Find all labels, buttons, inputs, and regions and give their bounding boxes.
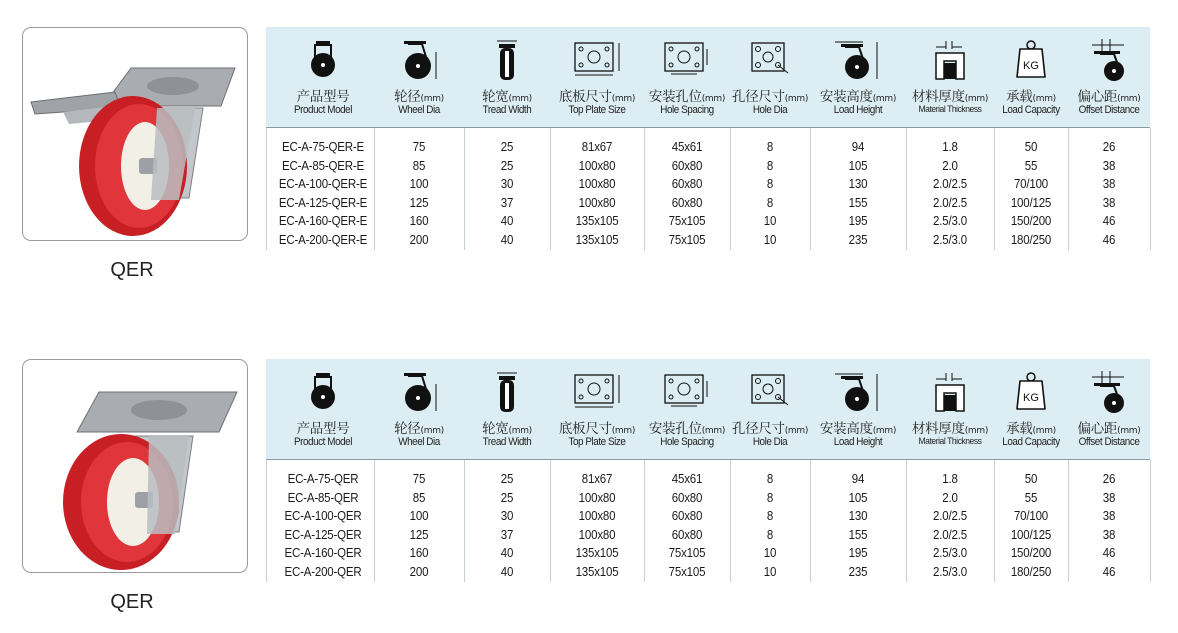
header-en: Product Model [294, 436, 352, 448]
spec-table-header [266, 27, 1150, 128]
header-unit: (mm) [508, 426, 532, 436]
cell-value: 38 [1102, 527, 1116, 542]
cell-value: 38 [1102, 490, 1116, 505]
cell-value: 8 [766, 140, 774, 154]
cell-value: 70/100 [1013, 509, 1049, 523]
header-en: Wheel Dia [398, 436, 440, 448]
header-cn-wrap [464, 85, 550, 105]
cell-value: 25 [500, 490, 514, 505]
header-en: Load Height [833, 104, 883, 116]
product-caption: QER [110, 259, 154, 281]
header-unit: (mm) [1032, 426, 1056, 436]
header-cn: 安装高度 [819, 89, 873, 105]
header-en: Top Plate Size [568, 104, 626, 116]
header-cn: 底板尺寸 [558, 89, 612, 105]
header-unit: (mm) [1032, 94, 1056, 104]
column-hole-dia [730, 470, 810, 581]
cell-value: 75 [412, 472, 426, 486]
cell-value: 8 [766, 490, 774, 505]
cell-value: 160 [409, 546, 429, 560]
header-unit: (mm) [701, 94, 726, 104]
swivel-caster-with-brake-image [23, 28, 247, 240]
header-tread-width [464, 359, 550, 459]
cell-value: 38 [1102, 158, 1116, 173]
cell-value: 200 [409, 564, 429, 579]
cell-value: 135x105 [575, 546, 619, 560]
cell-value: 81x67 [581, 472, 613, 486]
cell-value: 8 [766, 158, 774, 173]
header-offset-distance [1068, 359, 1150, 459]
header-unit: (mm) [611, 426, 636, 436]
cell-value: 75x105 [668, 232, 706, 247]
header-unit: (mm) [872, 94, 897, 104]
cell-value: 46 [1102, 214, 1116, 228]
header-cn: 底板尺寸 [558, 421, 612, 437]
cell-value: 94 [851, 140, 865, 154]
cell-value: 60x80 [671, 490, 703, 505]
header-unit: (mm) [784, 94, 809, 104]
cell-value: 60x80 [671, 527, 703, 542]
header-cn-wrap [810, 417, 906, 437]
cell-value: 135x105 [575, 232, 619, 247]
product-photo-card [22, 27, 248, 241]
cell-value: 60x80 [671, 195, 703, 210]
cell-value: 25 [500, 158, 514, 173]
cell-value: 125 [409, 527, 429, 542]
swivel-caster-image [23, 360, 247, 572]
cell-value: 85 [412, 490, 426, 505]
column-wheel-dia [374, 470, 464, 581]
cell-value: 60x80 [671, 158, 703, 173]
cell-value: 37 [500, 527, 514, 542]
cell-value: 10 [763, 564, 777, 579]
cell-value: 40 [500, 232, 514, 247]
cell-value: 2.0/2.5 [933, 177, 967, 191]
cell-value: 2.5/3.0 [933, 546, 967, 560]
hole-spacing-icon [661, 371, 713, 409]
header-en: Product Model [294, 104, 352, 116]
header-material-thickness [906, 27, 994, 127]
header-load-height [810, 27, 906, 127]
header-cn: 安装孔位 [648, 421, 702, 437]
header-cn-wrap [1068, 417, 1150, 437]
cell-value: 60x80 [671, 509, 703, 523]
cell-value: 85 [412, 158, 426, 173]
cell-value: 8 [766, 195, 774, 210]
header-cn: 材料厚度 [911, 89, 965, 105]
header-cn: 承载 [1006, 89, 1033, 105]
top-plate-size-icon [571, 39, 623, 77]
cell-value: 235 [848, 564, 868, 579]
header-cn-wrap [550, 85, 644, 105]
column-top-plate-size [550, 470, 644, 581]
tread-width-icon [494, 371, 520, 415]
cell-value: 40 [500, 546, 514, 560]
cell-value: 2.5/3.0 [933, 214, 967, 228]
cell-value: 130 [848, 509, 868, 523]
header-en: Offset Distance [1078, 436, 1140, 448]
column-load-height [810, 470, 906, 581]
cell-value: 2.0/2.5 [933, 195, 967, 210]
header-cn-wrap [730, 417, 810, 437]
cell-value: 150/200 [1010, 214, 1052, 228]
wheel-diameter-icon [396, 39, 442, 81]
header-unit: (mm) [964, 426, 989, 436]
header-unit: (mm) [701, 426, 726, 436]
column-tread-width [464, 138, 550, 249]
header-load-capacity [994, 359, 1068, 459]
header-cn: 材料厚度 [911, 421, 965, 437]
column-load-capacity [994, 138, 1068, 249]
header-hole-spacing [644, 27, 730, 127]
cell-value: 8 [766, 527, 774, 542]
cell-value: 38 [1102, 177, 1116, 191]
header-cn: 偏心距 [1077, 89, 1118, 105]
cell-value: 26 [1102, 472, 1116, 486]
cell-value: 2.0/2.5 [933, 509, 967, 523]
header-unit: (mm) [1117, 94, 1141, 104]
header-unit: (mm) [1117, 426, 1141, 436]
cell-model: EC-A-100-QER [284, 509, 362, 523]
cell-model: EC-A-85-QER [287, 490, 359, 505]
cell-value: 1.8 [942, 140, 958, 154]
cell-value: 2.5/3.0 [933, 232, 967, 247]
header-tread-width [464, 27, 550, 127]
column-divider [266, 128, 267, 250]
kg-weight-icon [1015, 39, 1047, 79]
column-offset-distance [1068, 138, 1150, 249]
cell-value: 75 [412, 140, 426, 154]
cell-value: 100 [409, 177, 429, 191]
header-en: Top Plate Size [568, 436, 626, 448]
header-cn-wrap [810, 85, 906, 105]
cell-value: 46 [1102, 564, 1116, 579]
column-tread-width [464, 470, 550, 581]
cell-value: 75x105 [668, 564, 706, 579]
column-material-thickness [906, 470, 994, 581]
caster-wheel-icon [307, 39, 339, 79]
header-cn: 轮径 [394, 89, 421, 105]
header-cn-wrap [906, 85, 994, 105]
cell-value: 75x105 [668, 546, 706, 560]
cell-value: 200 [409, 232, 429, 247]
cell-value: 125 [409, 195, 429, 210]
offset-distance-icon [1088, 371, 1130, 415]
column-divider [266, 460, 267, 582]
cell-model: EC-A-200-QER-E [278, 232, 368, 247]
cell-value: 100x80 [578, 490, 616, 505]
cell-model: EC-A-125-QER [284, 527, 362, 542]
header-cn-wrap [644, 85, 730, 105]
cell-value: 100x80 [578, 195, 616, 210]
cell-value: 135x105 [575, 564, 619, 579]
cell-value: 100/125 [1010, 195, 1052, 210]
column-wheel-dia [374, 138, 464, 249]
header-top-plate-size [550, 27, 644, 127]
header-cn: 承载 [1006, 421, 1033, 437]
cell-value: 180/250 [1010, 232, 1052, 247]
offset-distance-icon [1088, 39, 1130, 83]
cell-value: 26 [1102, 140, 1116, 154]
column-divider [1150, 128, 1151, 250]
header-en: Wheel Dia [398, 104, 440, 116]
cell-value: 38 [1102, 195, 1116, 210]
header-unit: (mm) [420, 94, 444, 104]
header-cn-wrap [906, 417, 994, 437]
cell-value: 1.8 [942, 472, 958, 486]
cell-value: 10 [763, 546, 777, 560]
tread-width-icon [494, 39, 520, 83]
header-product-model [272, 27, 374, 127]
cell-value: 100x80 [578, 177, 616, 191]
header-cn-wrap [464, 417, 550, 437]
spec-table-body [266, 460, 1150, 582]
spec-table-header [266, 359, 1150, 460]
header-wheel-dia [374, 27, 464, 127]
header-en: Hole Dia [752, 104, 788, 116]
header-unit: (mm) [611, 94, 636, 104]
cell-value: 10 [763, 214, 777, 228]
header-hole-dia [730, 27, 810, 127]
header-cn: 安装孔位 [648, 89, 702, 105]
column-load-height [810, 138, 906, 249]
header-cn-wrap [644, 417, 730, 437]
spec-table [266, 27, 1150, 250]
header-cn-wrap [730, 85, 810, 105]
cell-value: 100 [409, 509, 429, 523]
cell-value: 70/100 [1013, 177, 1049, 191]
cell-value: 105 [848, 490, 868, 505]
header-en: Material Thickness [918, 436, 982, 447]
cell-value: 10 [763, 232, 777, 247]
cell-value: 155 [848, 195, 868, 210]
header-cn: 产品型号 [296, 421, 350, 437]
material-thickness-icon [930, 371, 970, 413]
cell-value: 37 [500, 195, 514, 210]
cell-value: 100/125 [1010, 527, 1052, 542]
header-en: Hole Spacing [660, 104, 714, 116]
header-cn: 安装高度 [819, 421, 873, 437]
header-cn-wrap [374, 85, 464, 105]
cell-value: 45x61 [671, 472, 703, 486]
cell-value: 2.0/2.5 [933, 527, 967, 542]
column-hole-spacing [644, 470, 730, 581]
cell-value: 30 [500, 177, 514, 191]
column-offset-distance [1068, 470, 1150, 581]
header-wheel-dia [374, 359, 464, 459]
column-hole-spacing [644, 138, 730, 249]
cell-value: 100x80 [578, 509, 616, 523]
column-material-thickness [906, 138, 994, 249]
cell-value: 94 [851, 472, 865, 486]
spec-table [266, 359, 1150, 582]
cell-value: 60x80 [671, 177, 703, 191]
header-cn-wrap [994, 417, 1068, 437]
header-cn-wrap [374, 417, 464, 437]
header-offset-distance [1068, 27, 1150, 127]
column-divider [1150, 460, 1151, 582]
header-cn: 孔径尺寸 [731, 421, 785, 437]
header-unit: (mm) [420, 426, 444, 436]
hole-dia-icon [748, 39, 792, 77]
cell-model: EC-A-100-QER-E [278, 177, 368, 191]
header-unit: (mm) [508, 94, 532, 104]
cell-value: 100x80 [578, 527, 616, 542]
header-cn: 孔径尺寸 [731, 89, 785, 105]
cell-value: 235 [848, 232, 868, 247]
cell-model: EC-A-75-QER-E [282, 140, 364, 154]
cell-value: 105 [848, 158, 868, 173]
load-height-icon [833, 39, 883, 81]
cell-value: 160 [409, 214, 429, 228]
cell-value: 180/250 [1010, 564, 1052, 579]
column-top-plate-size [550, 138, 644, 249]
header-en: Hole Dia [752, 436, 788, 448]
cell-value: 30 [500, 509, 514, 523]
spec-table-body [266, 128, 1150, 250]
header-cn: 产品型号 [296, 89, 350, 105]
hole-spacing-icon [661, 39, 713, 77]
cell-value: 38 [1102, 509, 1116, 523]
header-cn: 偏心距 [1077, 421, 1118, 437]
cell-value: 195 [848, 546, 868, 560]
product-caption: QER [110, 591, 154, 613]
header-en: Load Height [833, 436, 883, 448]
product-section-1 [0, 0, 1178, 300]
header-hole-dia [730, 359, 810, 459]
header-en: Tread Width [482, 436, 532, 448]
header-en: Tread Width [482, 104, 532, 116]
header-cn-wrap [1068, 85, 1150, 105]
header-en: Material Thickness [918, 104, 982, 115]
cell-model: EC-A-160-QER [284, 546, 362, 560]
top-plate-size-icon [571, 371, 623, 409]
header-unit: (mm) [784, 426, 809, 436]
cell-value: 100x80 [578, 158, 616, 173]
cell-value: 8 [766, 509, 774, 523]
cell-value: 55 [1024, 158, 1038, 173]
column-hole-dia [730, 138, 810, 249]
cell-model: EC-A-75-QER [287, 472, 359, 486]
column-product-model [272, 470, 374, 581]
column-product-model [272, 138, 374, 249]
header-unit: (mm) [872, 426, 897, 436]
header-cn-wrap [994, 85, 1068, 105]
header-material-thickness [906, 359, 994, 459]
cell-model: EC-A-160-QER-E [278, 214, 368, 228]
header-cn-wrap [550, 417, 644, 437]
header-cn: 轮宽 [482, 421, 509, 437]
cell-value: 25 [500, 472, 514, 486]
cell-value: 40 [500, 564, 514, 579]
header-en: Load Capacity [1002, 104, 1060, 116]
cell-value: 50 [1024, 472, 1038, 486]
wheel-diameter-icon [396, 371, 442, 413]
header-en: Load Capacity [1002, 436, 1060, 448]
header-cn: 轮径 [394, 421, 421, 437]
hole-dia-icon [748, 371, 792, 409]
header-en: Offset Distance [1078, 104, 1140, 116]
header-unit: (mm) [964, 94, 989, 104]
cell-value: 2.0 [942, 490, 958, 505]
cell-value: 81x67 [581, 140, 613, 154]
cell-value: 25 [500, 140, 514, 154]
cell-value: 8 [766, 472, 774, 486]
cell-value: 130 [848, 177, 868, 191]
cell-value: 135x105 [575, 214, 619, 228]
cell-value: 2.5/3.0 [933, 564, 967, 579]
caster-wheel-icon [307, 371, 339, 411]
material-thickness-icon [930, 39, 970, 81]
cell-model: EC-A-85-QER-E [282, 158, 364, 173]
svg-text:KG: KG [1023, 392, 1039, 404]
load-height-icon [833, 371, 883, 413]
cell-value: 195 [848, 214, 868, 228]
header-cn: 轮宽 [482, 89, 509, 105]
cell-value: 75x105 [668, 214, 706, 228]
cell-value: 46 [1102, 546, 1116, 560]
cell-model: EC-A-125-QER-E [278, 195, 368, 210]
cell-value: 150/200 [1010, 546, 1052, 560]
product-section-2 [0, 333, 1178, 633]
header-product-model [272, 359, 374, 459]
cell-value: 8 [766, 177, 774, 191]
header-hole-spacing [644, 359, 730, 459]
kg-weight-icon [1015, 371, 1047, 411]
header-load-height [810, 359, 906, 459]
column-load-capacity [994, 470, 1068, 581]
cell-value: 2.0 [942, 158, 958, 173]
cell-value: 46 [1102, 232, 1116, 247]
cell-value: 55 [1024, 490, 1038, 505]
cell-model: EC-A-200-QER [284, 564, 362, 579]
cell-value: 50 [1024, 140, 1038, 154]
svg-text:KG: KG [1023, 60, 1039, 72]
header-en: Hole Spacing [660, 436, 714, 448]
cell-value: 45x61 [671, 140, 703, 154]
cell-value: 40 [500, 214, 514, 228]
cell-value: 155 [848, 527, 868, 542]
header-top-plate-size [550, 359, 644, 459]
header-load-capacity [994, 27, 1068, 127]
product-photo-card [22, 359, 248, 573]
